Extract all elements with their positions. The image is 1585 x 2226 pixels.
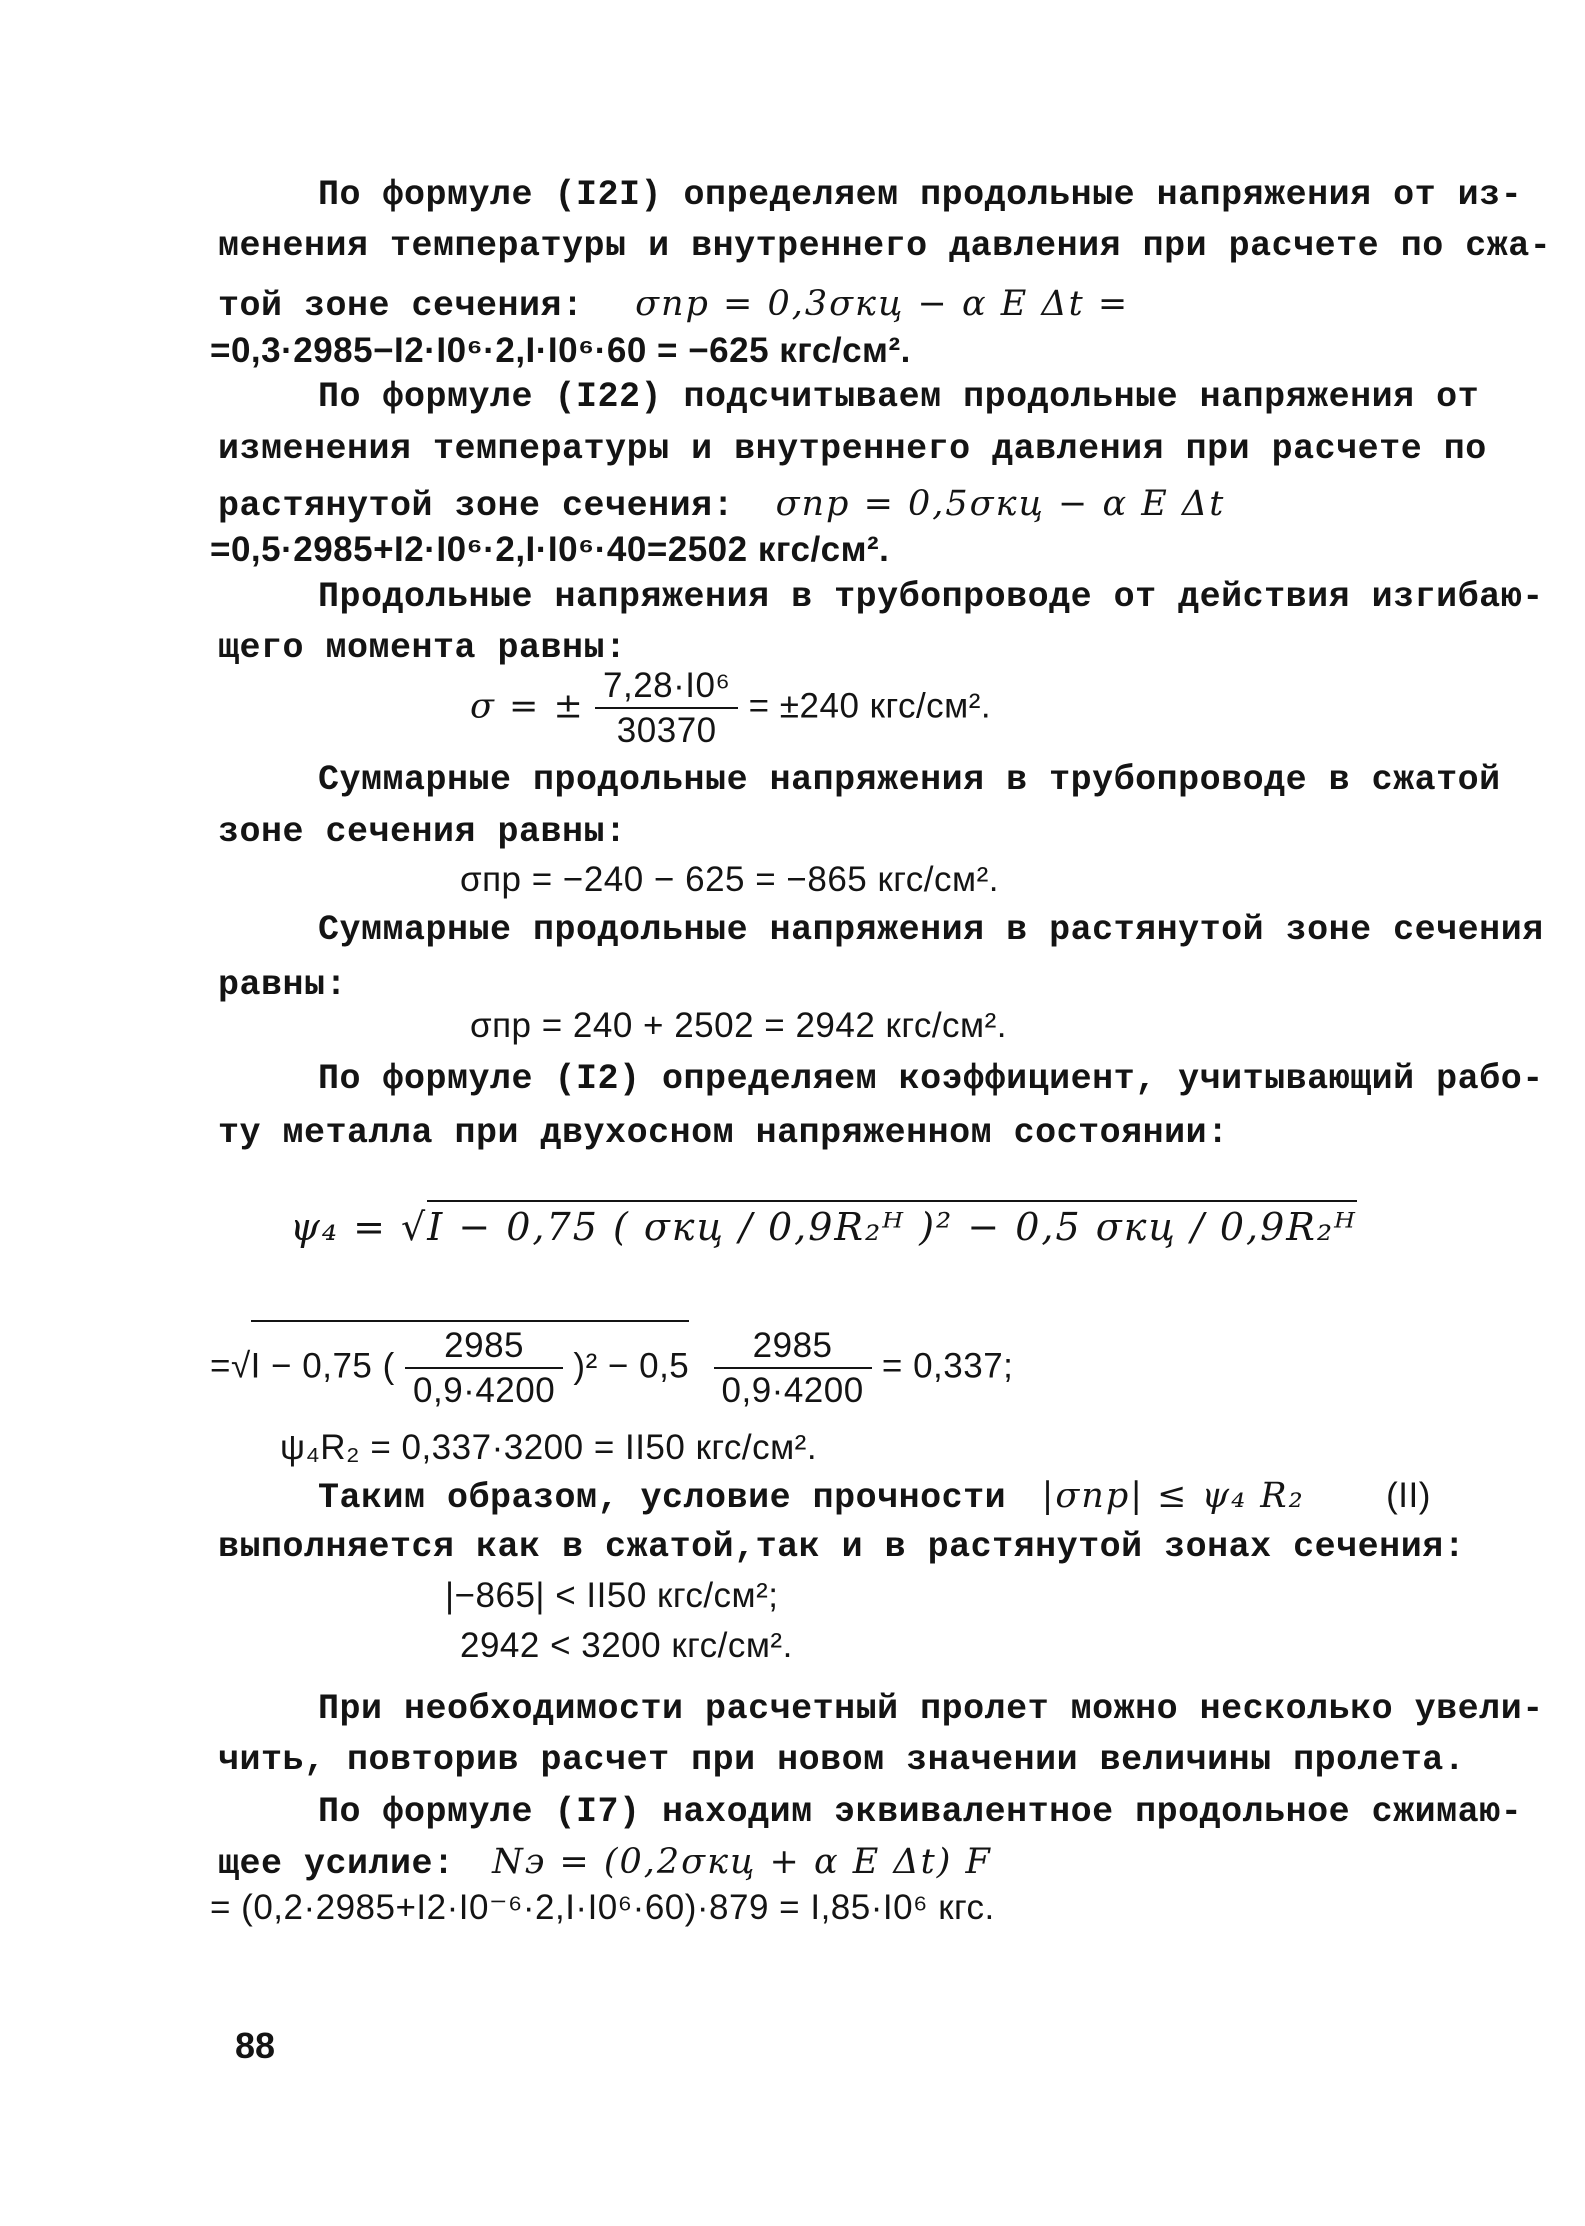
text-line: По формуле (I2I) определяем продольные напряжения от из-: [318, 175, 1523, 215]
text-line: По формуле (I7) находим эквивалентное продольное сжимаю-: [318, 1792, 1523, 1832]
text-line: зоне сечения равны:: [218, 812, 627, 852]
formula: σпр = 240 + 2502 = 2942 кгс/см².: [470, 1006, 1008, 1045]
psi-formula: ψ₄ = √I − 0,75 ( σкц / 0,9R₂ᴴ )² − 0,5 σкц / 0,9R₂ᴴ: [290, 1200, 1357, 1246]
text-line: щее усилие: Nэ = (0,2σкц + α E Δt) F: [218, 1842, 992, 1884]
text-line: =0,3·2985−I2·I0⁶·2,I·I0⁶·60 = −625 кгс/см².: [210, 331, 911, 370]
formula: 2942 < 3200 кгс/см².: [460, 1626, 793, 1665]
text-line: = (0,2·2985+I2·I0⁻⁶·2,I·I0⁶·60)·879 = I,85·I0⁶ кгс.: [210, 1888, 995, 1927]
text-line: щего момента равны:: [218, 628, 627, 668]
text-line: =0,5·2985+I2·I0⁶·2,I·I0⁶·40=2502 кгс/см².: [210, 530, 890, 569]
text-line: чить, повторив расчет при новом значении величины пролета.: [218, 1740, 1466, 1780]
text-line: Суммарные продольные напряжения в трубопроводе в сжатой: [318, 760, 1501, 800]
text-line: выполняется как в сжатой,так и в растянутой зонах сечения:: [218, 1527, 1466, 1567]
text-line: При необходимости расчетный пролет можно несколько увели-: [318, 1689, 1544, 1729]
formula: σпр = −240 − 625 = −865 кгс/см².: [460, 860, 999, 899]
formula: Nэ = (0,2σкц + α E Δt) F: [492, 1842, 992, 1882]
text-line: той зоне сечения: σпр = 0,3σкц − α E Δt =: [218, 284, 1130, 326]
moment-formula: σ = ± $\frac{\text{7,28·I0⁶}}{30370}$ = ±240 кгс/см².: [470, 666, 992, 750]
text-line: Таким образом, условие прочности |σпр| ≤ ψ₄ R₂ (II): [318, 1476, 1431, 1518]
text-line: По формуле (I22) подсчитываем продольные напряжения от: [318, 377, 1480, 417]
text-line: По формуле (I2) определяем коэффициент, учитывающий рабо-: [318, 1059, 1544, 1099]
text-line: равны:: [218, 965, 348, 1005]
psi-numeric-formula: =√I − 0,75 ( $\frac{2985}{0,9\cdot 4200}$ )² − 0,5 $\frac{2985}{0,9\cdot 4200}$ = 0,337;: [210, 1320, 1013, 1408]
formula: σпр = 0,3σкц − α E Δt =: [635, 284, 1130, 324]
formula: σпр = 0,5σкц − α E Δt: [775, 484, 1226, 524]
text-line: изменения температуры и внутреннего давления при расчете по: [218, 429, 1487, 469]
text-line: ту металла при двухосном напряженном состоянии:: [218, 1113, 1229, 1153]
text-line: Суммарные продольные напряжения в растянутой зоне сечения: [318, 910, 1544, 950]
text-line: Продольные напряжения в трубопроводе от действия изгибаю-: [318, 577, 1544, 617]
formula: ψ₄R₂ = 0,337·3200 = II50 кгс/см².: [280, 1428, 818, 1467]
text-line: растянутой зоне сечения: σпр = 0,5σкц − α E Δt: [218, 484, 1226, 526]
text-line: менения температуры и внутреннего давления при расчете по сжа-: [218, 226, 1552, 266]
formula: |σпр| ≤ ψ₄ R₂: [1041, 1476, 1305, 1516]
page-number: 88: [235, 2025, 276, 2066]
formula: |−865| < II50 кгс/см²;: [445, 1576, 779, 1615]
